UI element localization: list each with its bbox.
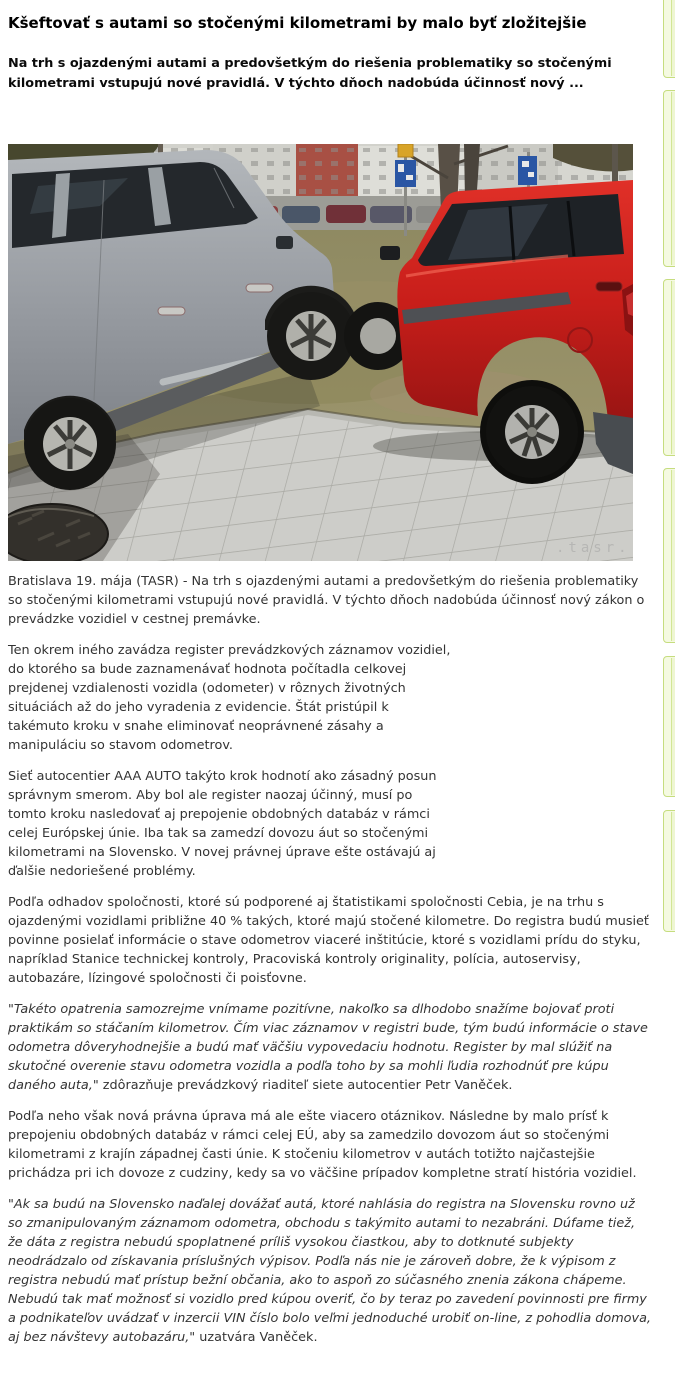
sidebar-panel-inner (671, 281, 675, 454)
sidebar-panel (663, 279, 675, 456)
article-quote-paragraph: "Ak sa budú na Slovensko naďalej dovážať autá, ktoré nahlásia do registra na Slovensku rovno už so zmanipulovaným záznamom odometra, obchodu s takýmito autami to nezabráni. Dúfame tiež, že dáta z registra nebudú spoplatnené príliš vysokou čiastkou, aby to dotknuté subjekty neodrádzalo od získavania príslušných výpisov. Podľa nás nie je zároveň dobre, že k výpisom z registra nebudú mať prístup bežní občania, ako to aspoň zo súčasného znenia zákona chápeme. Nebudú tak mať možnosť si vozidlo pred kúpou overiť, čo by teraz po zavedení povinnosti pre firmy a podnikateľov uvádzať v inzercii VIN číslo bolo veľmi jednoduché urobiť on-line, z pohodlia domova, aj bez návštevy autobazáru," uzatvára Vaněček. (8, 1197, 651, 1346)
article-paragraph: Podľa neho však nová právna úprava má ale ešte viacero otáznikov. Následne by malo prísť k prepojeniu obdobných databáz v rámci celej EÚ, aby sa zamedzilo dovozom áut so stočenými kilometrami z krajín západnej časti únie. K stočeniu kilometrov v autách totižto najčastejšie prichádza pri ich dovoze z cudziny, kedy sa vo väčšine prípadov kompletne stratí história vozidiel. (8, 1109, 637, 1182)
photo-watermark: .tasr. (556, 540, 631, 557)
ad-placeholder (451, 641, 656, 879)
article-lead: Na trh s ojazdenými autami a predovšetkým do riešenia problematiky so stočenými kilometrami vstupujú nové pravidlá. V týchto dňoch nadobúda účinnosť nový ... (8, 55, 612, 91)
article-paragraph: Bratislava 19. mája (TASR) - Na trh s ojazdenými autami a predovšetkým do riešenia problematiky so stočenými kilometrami vstupujú nové pravidlá. V týchto dňoch nadobúda účinnosť nový zákon o prevádzke vozidiel v cestnej premávke. (8, 574, 645, 628)
article-photo (8, 144, 633, 561)
sidebar-panel (663, 0, 675, 78)
sidebar-panel (663, 810, 675, 932)
photo-illustration (8, 144, 633, 561)
sidebar-panel (663, 656, 675, 797)
article-paragraph: Sieť autocentier AAA AUTO takýto krok hodnotí ako zásadný posun správnym smerom. Aby bol ale register naozaj účinný, musí po tomto kroku nasledovať aj prepojenie obdobných databáz v rámci celej Európskej únie. Iba tak sa zamedzí dovozu áut so stočenými kilometrami na Slovensko. V novej právnej úprave ešte ostávajú aj ďalšie nedoriešené problémy. (8, 769, 437, 880)
manhole-cover (8, 504, 108, 561)
sidebar-panel-inner (671, 92, 675, 265)
sidebar-panel-inner (671, 658, 675, 795)
article-paragraph: Podľa odhadov spoločnosti, ktoré sú podporené aj štatistikami spoločnosti Cebia, je na trhu s ojazdenými vozidlami približne 40 % takých, ktoré majú stočené kilometre. Do registra budú musieť povinne posielať informácie o stave odometrov viaceré inštitúcie, ktoré s vozidlami prídu do styku, napríklad Stanice technickej kontroly, Pracoviská kontroly originality, polícia, autoservisy, autobazáre, lízingové spoločnosti či poisťovne. (8, 895, 649, 987)
sidebar-panel-inner (671, 470, 675, 641)
sidebar-panel (663, 90, 675, 267)
article-headline: Kšeftovať s autami so stočenými kilometrami by malo byť zložitejšie (8, 14, 587, 32)
sidebar-panel-inner (671, 0, 675, 76)
article-paragraph: Ten okrem iného zavádza register prevádzkových záznamov vozidiel, do ktorého sa bude zaznamenávať hodnota počítadla celkovej prejdenej vzdialenosti vozidla (odometer) v rôznych životných situáciách až do jeho vyradenia z evidencie. Štát pristúpil k takémuto kroku v snahe eliminovať neoprávnené zásahy a manipuláciu so stavom odometrov. (8, 643, 451, 754)
sidebar-panel-inner (671, 812, 675, 930)
article-quote-paragraph: "Takéto opatrenia samozrejme vnímame pozitívne, nakoľko sa dlhodobo snažíme bojovať proti praktikám so stáčaním kilometrov. Čím viac záznamov v registri bude, tým budú informácie o stave odometra dôveryhodnejšie a budú mať väčšiu vypovedaciu hodnotu. Register by mal slúžiť na skutočné overenie stavu odometra vozidla a podľa toho by sa mohli ľudia rozhodnúť pre kúpu daného auta," zdôrazňuje prevádzkový riaditeľ siete autocentier Petr Vaněček. (8, 1002, 648, 1094)
sidebar-rail (663, 0, 675, 1357)
sidebar-panel (663, 468, 675, 643)
